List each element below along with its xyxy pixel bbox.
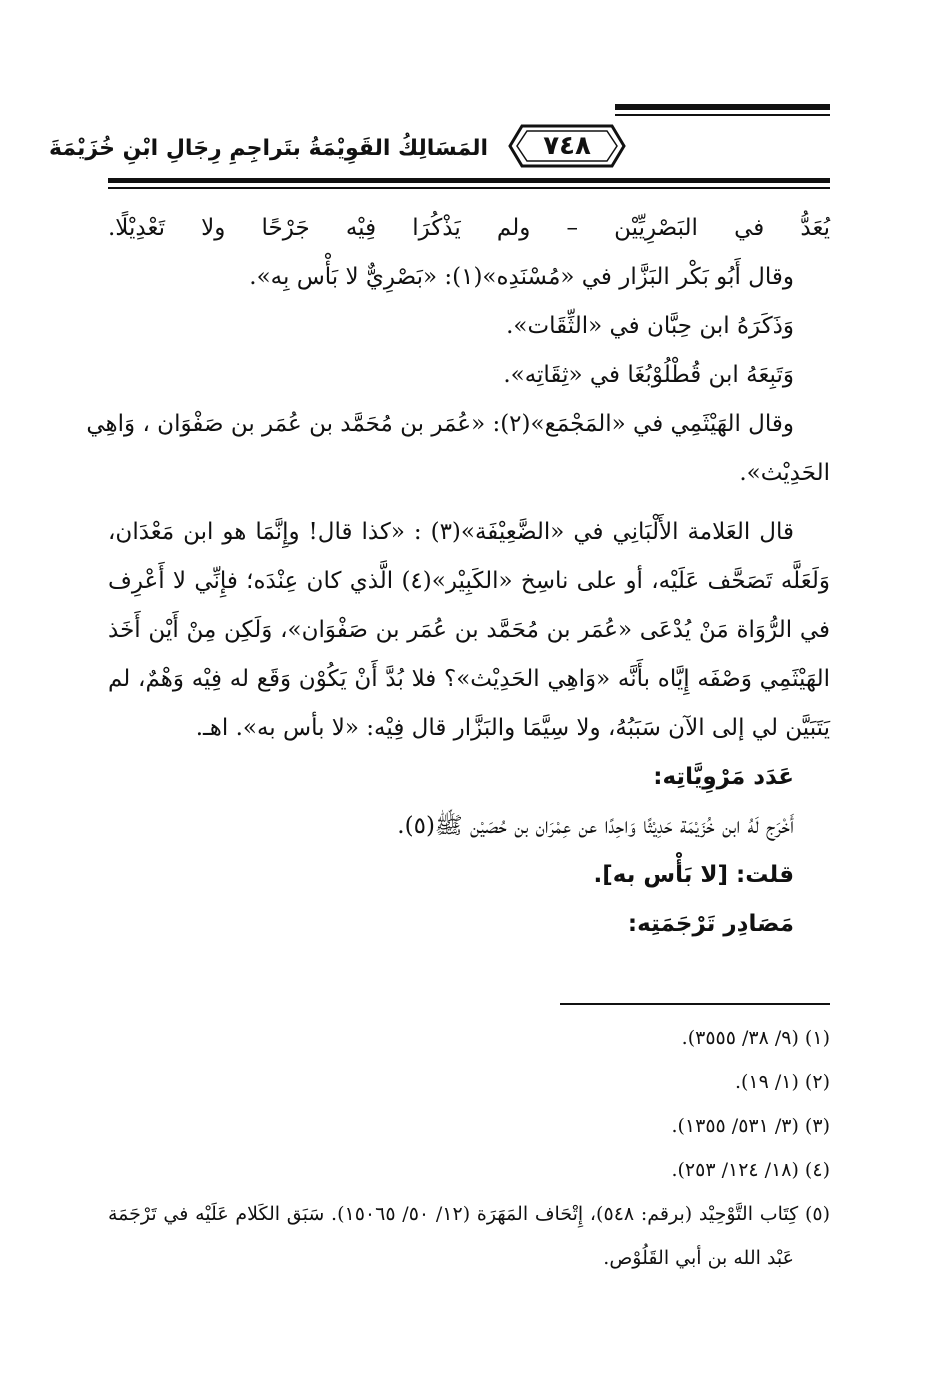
footnote: (٤) (١٨/ ١٢٤/ ٢٥٣). [671, 1159, 830, 1181]
verdict-line: قلت: [لا بَأْس به]. [593, 862, 794, 888]
text-line: في الرُّوَاة مَنْ يُدْعَى «عُمَر بن مُحَمَّد بن عُمَر بن صَفْوَان»، وَلَكِن مِنْ أَيْن أَخَذ [108, 617, 830, 643]
text-line: قال العَلامة الأَلْبَانِي في «الضَّعِيْفَة»(٣) : «كذا قال! وإِنَّمَا هو ابن مَعْدَان، [108, 519, 794, 545]
main-text [86, 204, 830, 949]
section-heading: مَصَادِر تَرْجَمَتِه: [627, 911, 794, 937]
footnote: (٣) (٣/ ٥٣١/ ١٣٥٥). [671, 1115, 830, 1137]
page-number: ٧٤٨ [543, 131, 591, 161]
footnote-continuation: عَبْد الله بن أبي القَلُوْص. [603, 1247, 794, 1269]
footnote: (١) (٩/ ٣٨/ ٣٥٥٥). [681, 1027, 830, 1049]
header-rule-bottom-thick [108, 178, 830, 183]
text-line: وقال أَبُو بَكْر البَزَّار في «مُسْنَدِه»(١): «بَصْرِيٌّ لا بَأْس بِه». [249, 264, 794, 290]
footnotes [108, 1016, 830, 1280]
header-rule-thin [615, 114, 830, 116]
page-number-frame [508, 122, 626, 170]
text-line: وَذَكَرَهُ ابن حِبَّان في «الثِّقَات». [506, 313, 794, 339]
footnote: (٥) كِتَاب التَّوْحِيْد (برقم: ٥٤٨)، إِتْحَاف المَهَرَة (١٢/ ٥٠/ ١٥٠٦٥). سَبَق الكَلام عَلَيْه في تَرْجَمَة [108, 1203, 830, 1225]
text-line: وقال الهَيْثَمِي في «المَجْمَع»(٢): «عُمَر بن مُحَمَّد بن عُمَر بن صَفْوَان ، وَاهِي [86, 411, 794, 437]
text-line: وَتَبِعَهُ ابن قُطْلُوْبُغَا في «ثِقَاتِه». [503, 362, 794, 388]
paragraph-gap [108, 498, 830, 508]
text-line: يُعَدُّ في البَصْرِيِّيْن – ولم يَذْكُرَا فِيْه جَرْحًا ولا تَعْدِيْلًا. [108, 215, 830, 241]
page-header [49, 100, 830, 200]
footnote: (٢) (١/ ١٩). [734, 1071, 830, 1093]
footnote-separator [560, 1003, 830, 1005]
text-line: الحَدِيْث». [739, 460, 830, 486]
running-title: المَسَالِكُ القَوِيْمَةُ بتَراجِمِ رِجَالِ ابْنِ خُزَيْمَةَ [49, 136, 488, 161]
section-heading: عَدَد مَرْوِيَّاتِه: [653, 764, 794, 790]
header-rule-thick [615, 104, 830, 110]
text-line: يَتَبَيَّن لي إلى الآن سَبَبُهُ، ولا سِيَّمَا والبَزَّار قال فِيْه: «لا بأس به». اهـ. [195, 715, 830, 741]
header-rule-bottom-thin [108, 187, 830, 189]
text-line: أَخْرَج لَهُ ابن خُزَيْمَة حَدِيْثًا وَاحِدًا عن عِمْرَان بن حُصَيْن ﷺ(٥). [397, 813, 794, 839]
text-line: وَلَعَلَّه تَصَحَّف عَلَيْه، أو على ناسِخ «الكَبِيْر»(٤) الَّذي كان عِنْدَه؛ فإِنِّي لا أَعْرِف [108, 568, 830, 594]
text-line: الهَيْثَمِي وَصْفَه إِيَّاه بأَنَّه «وَاهِي الحَدِيْث»؟ فلا بُدَّ أَنْ يَكُوْن وَقَع له فِيْه وَهْمٌ، لم [108, 666, 830, 692]
